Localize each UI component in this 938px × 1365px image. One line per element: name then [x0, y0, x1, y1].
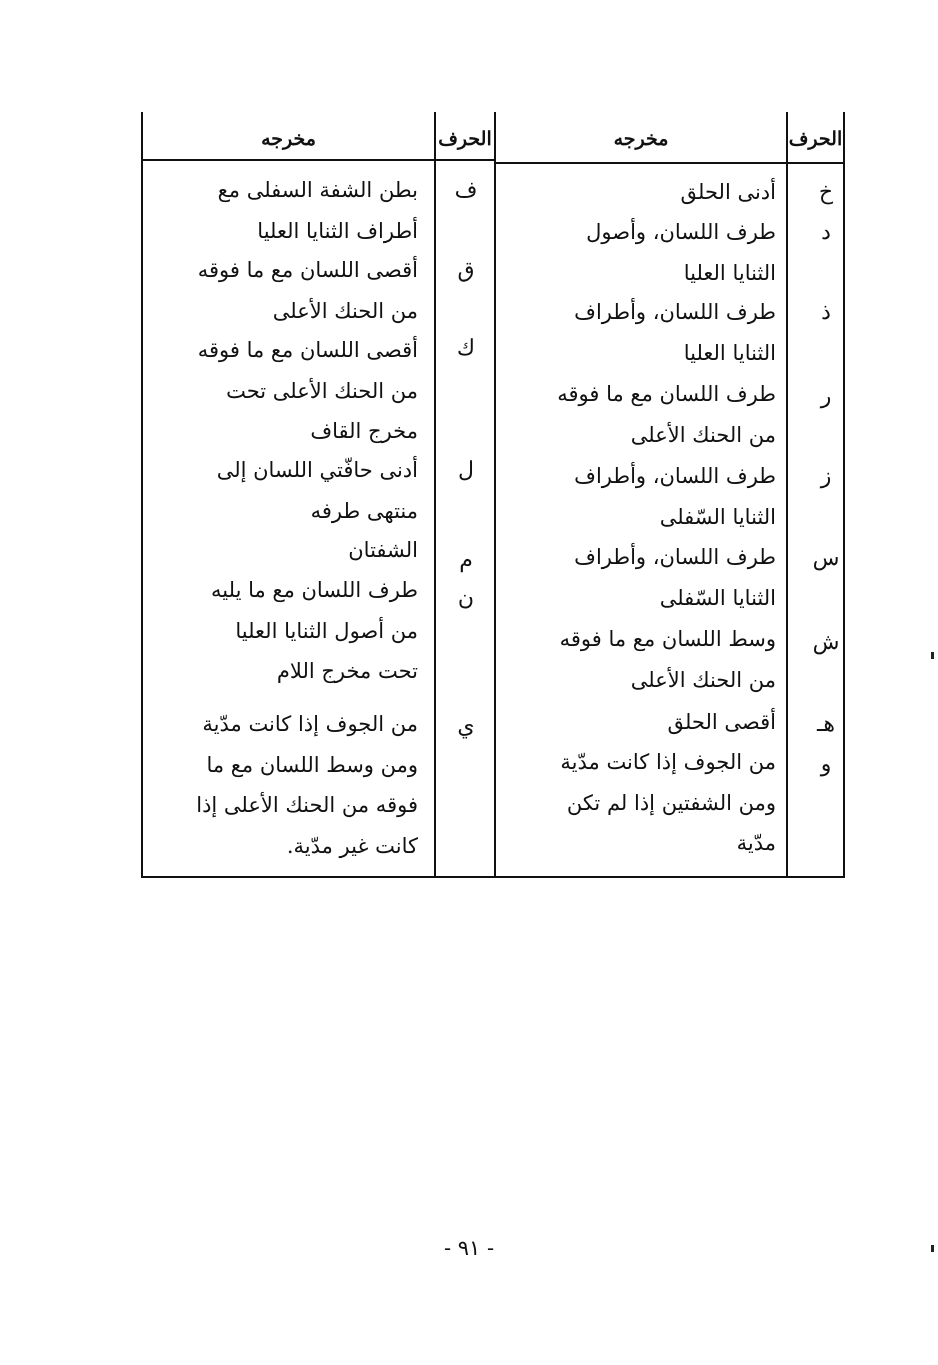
- header-rule: [496, 162, 786, 164]
- letter-mim: م: [459, 548, 473, 573]
- letter-ha: هـ: [816, 712, 836, 737]
- bottom-rule: [141, 876, 845, 878]
- header-rule: [788, 162, 845, 164]
- header-letter-left: الحرف: [438, 128, 492, 150]
- header-place-left: مخرجه: [261, 128, 316, 150]
- letter-kaf: ك: [456, 336, 476, 361]
- place-mim: الشفتان: [348, 538, 418, 562]
- letter-lam: ل: [458, 458, 474, 483]
- header-place-right: مخرجه: [613, 128, 669, 150]
- letter-shin: ش: [812, 630, 840, 655]
- scan-speck: [931, 652, 934, 659]
- column-divider: [494, 112, 496, 878]
- place-dal: طرف اللسان، وأصول الثنايا العليا: [586, 220, 776, 285]
- place-shin: وسط اللسان مع ما فوقه من الحنك الأعلى: [559, 627, 776, 692]
- place-ra: طرف اللسان مع ما فوقه من الحنك الأعلى: [557, 382, 776, 447]
- place-kaf: أقصى اللسان مع ما فوقه من الحنك الأعلى تحت مخرج القاف: [197, 338, 418, 443]
- place-lam: أدنى حافّتي اللسان إلى منتهى طرفه: [216, 458, 418, 523]
- header-letter-right: الحرف: [788, 128, 843, 150]
- place-dhal: طرف اللسان، وأطراف الثنايا العليا: [574, 300, 776, 365]
- letter-sin: س: [812, 546, 840, 571]
- place-ya: من الجوف إذا كانت مدّية ومن وسط اللسان مع ما فوقه من الحنك الأعلى إذا كانت غير مدّية.: [196, 712, 418, 858]
- column-divider: [786, 112, 788, 878]
- place-ha: أقصى الحلق: [667, 710, 776, 734]
- header-rule: [143, 159, 436, 161]
- table-border-left: [141, 112, 143, 878]
- scan-speck: [931, 1245, 934, 1252]
- letter-nun: ن: [457, 586, 475, 611]
- letter-ra: ر: [820, 384, 832, 409]
- page-number: - ٩١ -: [443, 1236, 495, 1260]
- letter-fa: ف: [454, 178, 478, 203]
- letter-dhal: ذ: [821, 300, 831, 325]
- letter-waw: و: [820, 752, 832, 777]
- place-qaf: أقصى اللسان مع ما فوقه من الحنك الأعلى: [197, 258, 418, 323]
- place-nun: طرف اللسان مع ما يليه من أصول الثنايا العليا تحت مخرج اللام: [211, 578, 418, 683]
- letter-kha: خ: [818, 180, 834, 205]
- header-rule: [436, 159, 494, 161]
- place-kha: أدنى الحلق: [680, 180, 776, 204]
- place-fa: بطن الشفة السفلى مع أطراف الثنايا العليا: [217, 178, 418, 243]
- letter-qaf: ق: [457, 258, 475, 283]
- letter-dal: د: [821, 220, 831, 245]
- place-sin: طرف اللسان، وأطراف الثنايا السّفلى: [574, 545, 776, 610]
- letter-zay: ز: [820, 464, 832, 489]
- column-divider: [434, 112, 436, 878]
- place-zay: طرف اللسان، وأطراف الثنايا السّفلى: [574, 464, 776, 529]
- place-waw: من الجوف إذا كانت مدّية ومن الشفتين إذا لم تكن مدّية: [560, 750, 776, 855]
- letter-ya: ي: [457, 714, 475, 739]
